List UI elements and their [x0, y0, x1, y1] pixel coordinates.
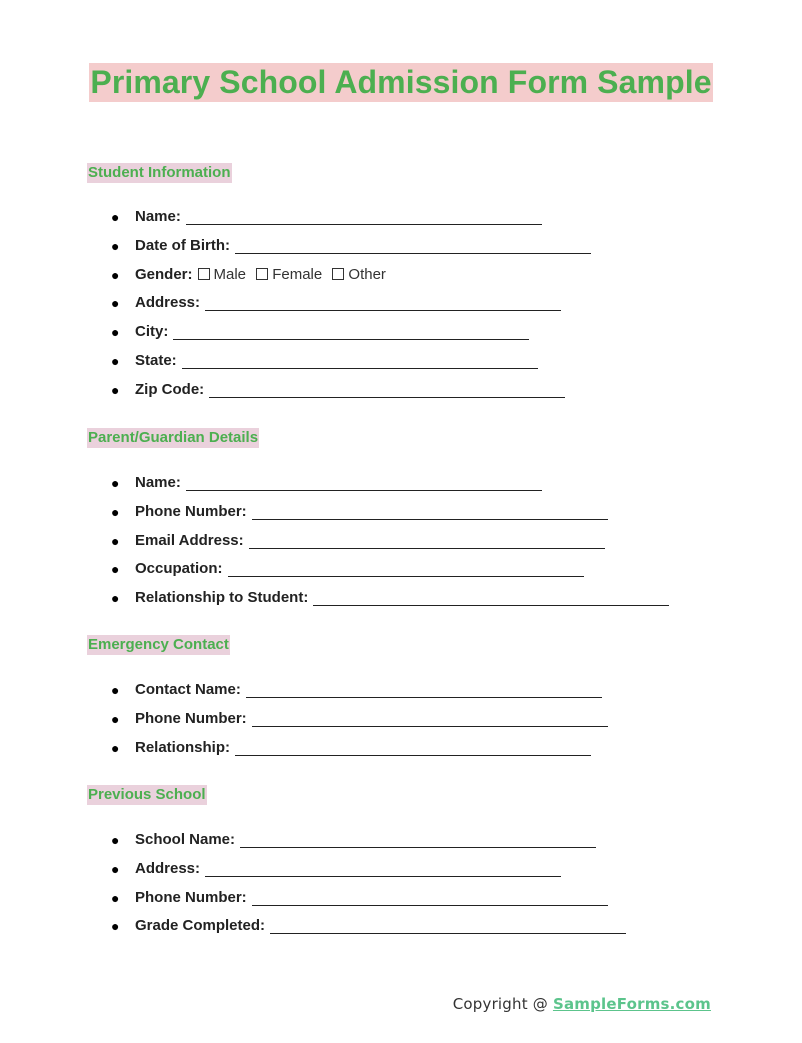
field-grade-completed	[111, 916, 626, 945]
bullet-icon: ●	[111, 381, 120, 398]
parent-email-input[interactable]	[249, 531, 605, 549]
field-school-phone	[111, 888, 626, 917]
gender-female-checkbox[interactable]	[256, 268, 268, 280]
field-parent-email	[111, 531, 669, 560]
bullet-icon: ●	[111, 860, 120, 877]
bullet-icon: ●	[111, 475, 120, 491]
school-address-input[interactable]	[205, 859, 561, 877]
bullet-icon: ●	[111, 739, 120, 756]
field-label: Email Address:	[135, 531, 244, 549]
gender-female-label: Female	[272, 265, 323, 283]
school-name-input[interactable]	[240, 830, 596, 848]
field-student-name	[111, 207, 591, 236]
bullet-icon: ●	[111, 503, 120, 520]
field-student-dob	[111, 236, 591, 265]
field-label: School Name:	[135, 831, 236, 848]
bullet-icon: ●	[111, 266, 120, 283]
section-heading-previous-school: Previous School	[88, 786, 206, 803]
student-zip-input[interactable]	[209, 380, 565, 398]
field-emergency-phone	[111, 709, 608, 738]
field-label: Occupation:	[135, 560, 223, 578]
gender-male-label: Male	[213, 265, 247, 283]
field-student-city	[111, 322, 591, 351]
bullet-icon: ●	[111, 889, 120, 906]
field-emergency-name	[111, 680, 608, 709]
field-label: City:	[135, 323, 169, 341]
title-wrap	[0, 63, 802, 102]
field-label: Zip Code:	[135, 380, 205, 398]
field-label: Address:	[135, 294, 201, 312]
student-address-input[interactable]	[205, 293, 561, 311]
field-parent-occupation	[111, 559, 669, 588]
field-label: Phone Number:	[135, 888, 247, 906]
field-label: Contact Name:	[135, 681, 241, 698]
bullet-icon: ●	[111, 682, 120, 698]
parent-phone-input[interactable]	[252, 502, 608, 520]
gender-options	[198, 265, 392, 285]
section-heading-student-information: Student Information	[88, 164, 231, 181]
field-label: State:	[135, 351, 177, 369]
school-phone-input[interactable]	[252, 888, 608, 906]
field-label: Relationship to Student:	[135, 589, 309, 607]
bullet-icon: ●	[111, 832, 120, 848]
student-city-input[interactable]	[173, 322, 529, 340]
bullet-icon: ●	[111, 918, 120, 935]
field-label: Address:	[135, 859, 201, 877]
bullet-icon: ●	[111, 209, 120, 225]
copyright-footer	[453, 994, 711, 1014]
section-heading-emergency-contact: Emergency Contact	[88, 636, 229, 653]
field-label: Gender:	[135, 265, 193, 283]
grade-completed-input[interactable]	[270, 916, 626, 934]
field-student-gender	[111, 265, 591, 294]
bullet-icon: ●	[111, 710, 120, 727]
gender-male-checkbox[interactable]	[198, 268, 210, 280]
field-student-state	[111, 351, 591, 380]
gender-other-checkbox[interactable]	[332, 268, 344, 280]
field-parent-relationship	[111, 588, 669, 617]
parent-relationship-input[interactable]	[313, 588, 669, 606]
page-title: Primary School Admission Form Sample	[90, 64, 712, 100]
field-label: Name:	[135, 208, 181, 225]
bullet-icon: ●	[111, 324, 120, 341]
field-label: Date of Birth:	[135, 236, 230, 254]
copyright-prefix: Copyright @	[452, 995, 553, 1013]
parent-occupation-input[interactable]	[228, 559, 584, 577]
student-dob-input[interactable]	[235, 236, 591, 254]
field-student-address	[111, 293, 591, 322]
gender-other-label: Other	[348, 265, 386, 283]
brand-link[interactable]: SampleForms.com	[552, 995, 711, 1013]
field-label: Grade Completed:	[135, 917, 266, 935]
student-name-input[interactable]	[186, 207, 542, 225]
field-label: Name:	[135, 474, 181, 491]
field-label: Relationship:	[135, 738, 231, 756]
student-information-fields	[111, 207, 591, 409]
field-label: Phone Number:	[135, 502, 247, 520]
field-school-address	[111, 859, 626, 888]
field-student-zip	[111, 380, 591, 409]
field-label: Phone Number:	[135, 709, 247, 727]
emergency-phone-input[interactable]	[252, 709, 608, 727]
emergency-relationship-input[interactable]	[235, 738, 591, 756]
field-emergency-relationship	[111, 738, 608, 767]
parent-guardian-fields	[111, 473, 669, 617]
field-school-name	[111, 830, 626, 859]
bullet-icon: ●	[111, 561, 120, 578]
bullet-icon: ●	[111, 237, 120, 254]
bullet-icon: ●	[111, 352, 120, 369]
previous-school-fields	[111, 830, 626, 945]
emergency-contact-fields	[111, 680, 608, 766]
bullet-icon: ●	[111, 590, 120, 607]
bullet-icon: ●	[111, 532, 120, 549]
field-parent-phone	[111, 502, 669, 531]
bullet-icon: ●	[111, 295, 120, 312]
parent-name-input[interactable]	[186, 473, 542, 491]
section-heading-parent-guardian: Parent/Guardian Details	[88, 429, 259, 446]
emergency-name-input[interactable]	[246, 680, 602, 698]
field-parent-name	[111, 473, 669, 502]
student-state-input[interactable]	[182, 351, 538, 369]
